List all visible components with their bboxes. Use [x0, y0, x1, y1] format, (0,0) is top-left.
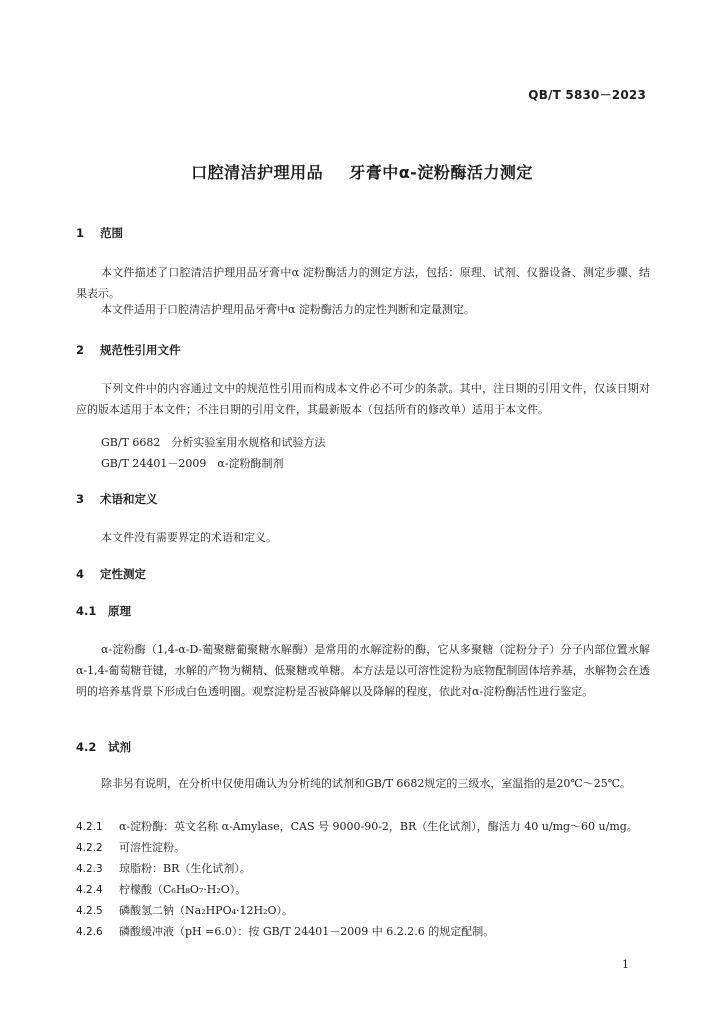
reagents-paragraph: 除非另有说明，在分析中仅使用确认为分析纯的试剂和GB/T 6682规定的三级水，室温指的是20℃～25℃。: [101, 777, 632, 790]
reagent-item: 4.2.5 磷酸氢二钠（Na₂HPO₄·12H₂O）。: [76, 904, 294, 917]
section-heading-qualitative: 4 定性测定: [76, 567, 146, 581]
scope-paragraph-2: 本文件适用于口腔清洁护理用品牙膏中α 淀粉酶活力的定性判断和定量测定。: [101, 303, 475, 316]
terms-paragraph: 本文件没有需要界定的术语和定义。: [101, 531, 277, 544]
reference-item: GB/T 24401－2009 α-淀粉酶制剂: [101, 457, 284, 470]
section-heading-normative-refs: 2 规范性引用文件: [76, 343, 181, 357]
reagent-item: 4.2.4 柠檬酸（C₆H₈O₇·H₂O）。: [76, 883, 247, 896]
document-title: [0, 160, 724, 183]
normative-refs-paragraph: 下列文件中的内容通过文中的规范性引用而构成本文件必不可少的条款。其中，注日期的引用文件，仅该日期对应的版本适用于本文件；不注日期的引用文件，其最新版本（包括所有的修改单）适用于本文件。: [76, 382, 650, 416]
principle-paragraph: α-淀粉酶（1,4-α-D-葡聚糖葡聚糖水解酶）是常用的水解淀粉的酶，它从多聚糖（淀粉分子）分子内部位置水解α-1,4-葡萄糖苷键，水解的产物为糊精、低聚糖或单糖。本方法是以可溶性淀粉为底物配制固体培养基，水解物会在透明的培养基背景下形成白色透明圈。观察淀粉是否被降解以及降解的程度，依此对α-淀粉酶活性进行鉴定。: [76, 643, 650, 698]
section-heading-reagents: 4.2 试剂: [76, 740, 131, 754]
reagent-item: 4.2.3 琼脂粉：BR（生化试剂）。: [76, 862, 251, 875]
section-heading-scope: 1 范围: [76, 226, 123, 240]
title-part2: 牙膏中α-淀粉酶活力测定: [349, 163, 533, 182]
reference-item: GB/T 6682 分析实验室用水规格和试验方法: [101, 436, 326, 449]
section-heading-terms: 3 术语和定义: [76, 492, 158, 506]
reagent-item: 4.2.1 α-淀粉酶：英文名称 α-Amylase，CAS 号 9000-90-2，BR（生化试剂），酶活力 40 u/mg～60 u/mg。: [76, 820, 638, 833]
section-heading-principle: 4.1 原理: [76, 604, 131, 618]
title-part1: 口腔清洁护理用品: [191, 163, 324, 182]
reagent-item: 4.2.6 磷酸缓冲液（pH =6.0）：按 GB/T 24401－2009 中 6.2.2.6 的规定配制。: [76, 925, 495, 938]
page-number: 1: [622, 958, 629, 971]
standard-code: QB/T 5830－2023: [528, 88, 646, 102]
scope-paragraph-1: 本文件描述了口腔清洁护理用品牙膏中α 淀粉酶活力的测定方法，包括：原理、试剂、仪器设备、测定步骤、结果表示。: [76, 266, 650, 300]
reagent-item: 4.2.2 可溶性淀粉。: [76, 841, 185, 854]
